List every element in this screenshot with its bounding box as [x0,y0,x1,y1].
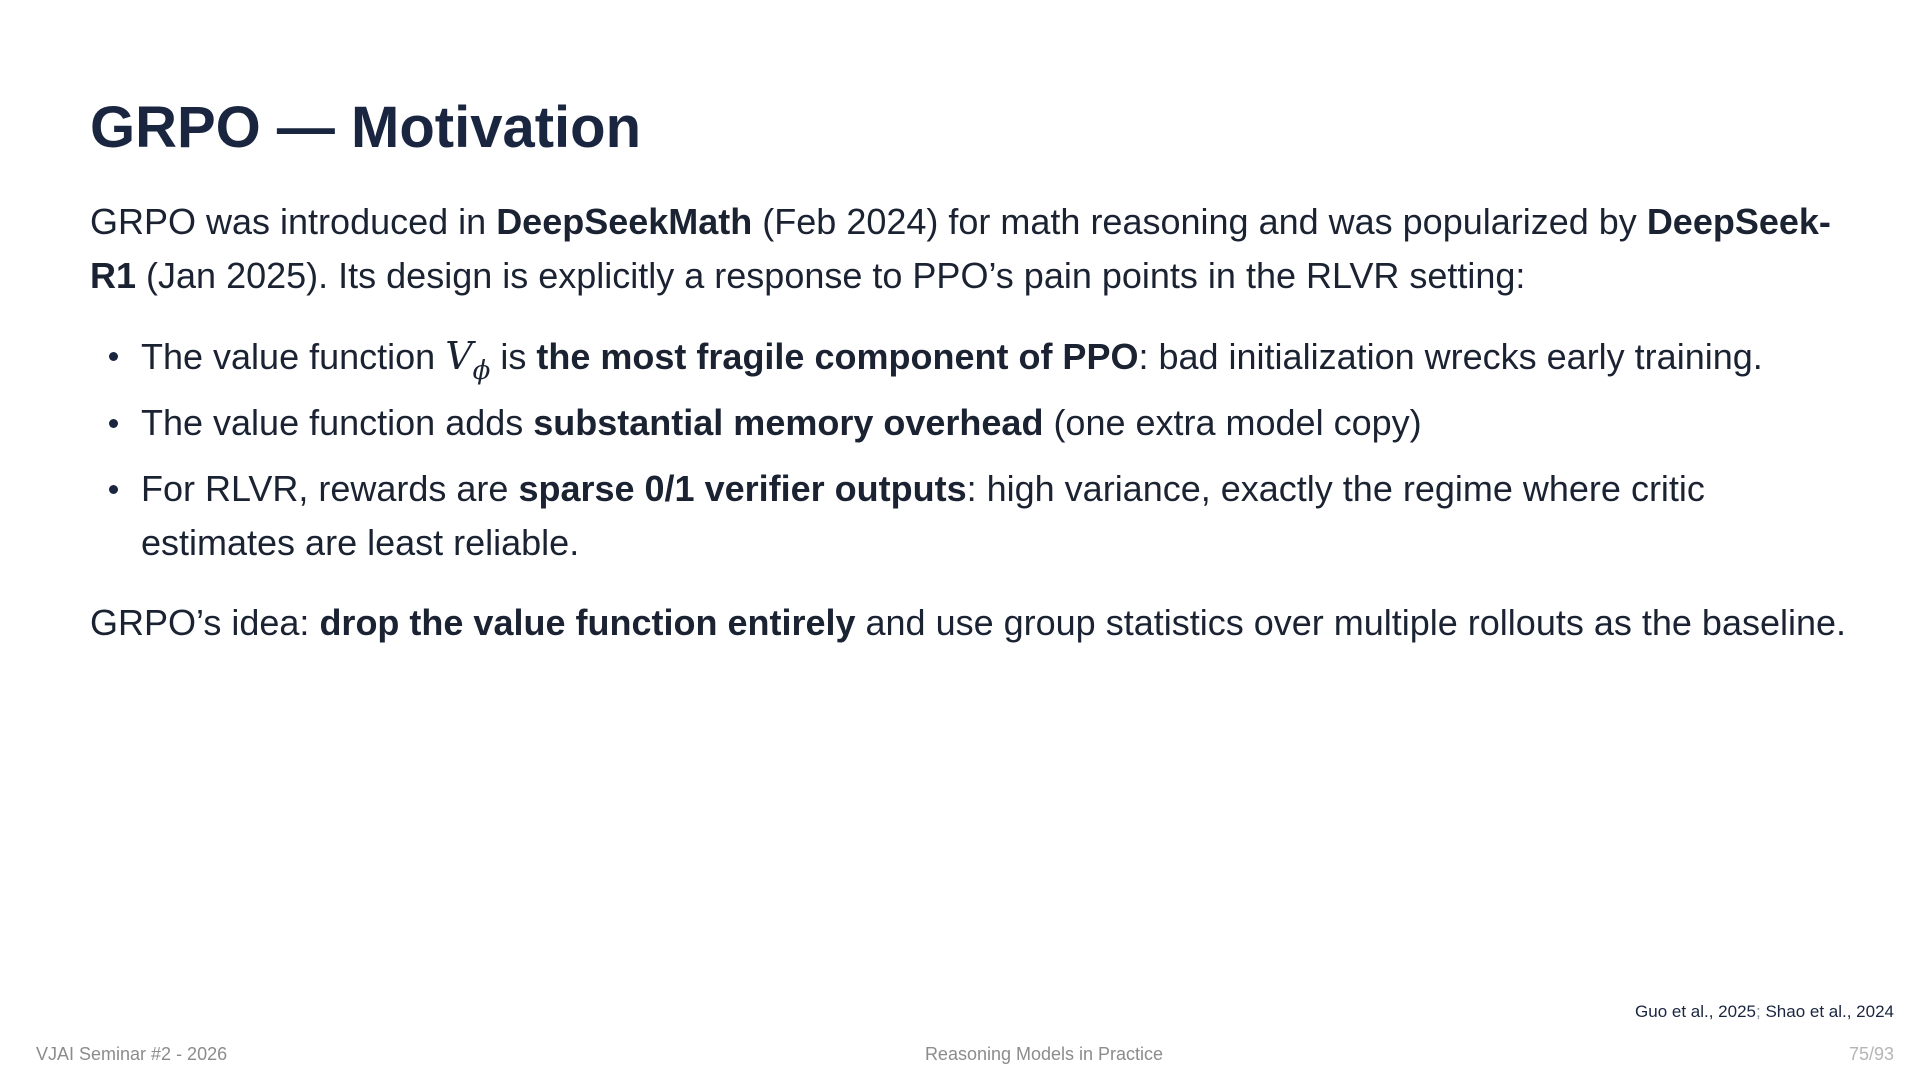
bullet-text: The value function [141,336,446,377]
footer-talk-title: Reasoning Models in Practice [924,1044,1164,1064]
list-item [90,329,1850,384]
conclusion-text: and use group statistics over multiple rollouts as the baseline. [855,602,1847,643]
intro-text: GRPO was introduced in [90,201,497,242]
conclusion-text: GRPO’s idea: [90,602,320,643]
bullet-dot-icon [109,419,118,428]
bullet-emphasis: the most fragile component of PPO [536,336,1139,377]
bullet-text: : high variance, exactly the regime where critic estimates are least reliable. [141,468,1705,563]
intro-paragraph [90,195,1850,303]
math-subscript: ϕ [472,356,491,386]
bullet-text: The value function adds [141,402,534,443]
bullet-text: For RLVR, rewards are [141,468,519,509]
intro-text: (Feb 2024) for math reasoning and was popularized by [752,201,1647,242]
bullet-dot-icon [109,485,118,494]
value-function-symbol [445,334,491,386]
bullet-dot-icon [109,352,118,361]
page-number: 75/93 [1848,1044,1894,1064]
bullet-emphasis: substantial memory overhead [533,402,1044,443]
intro-text: (Jan 2025). Its design is explicitly a response to PPO’s pain points in the RLVR setting: [136,255,1526,296]
bullet-text: : bad initialization wrecks early training. [1138,336,1763,377]
bullet-text: (one extra model copy) [1043,402,1422,443]
deepseekmath-emphasis: DeepSeekMath [496,201,753,242]
slide-title: GRPO — Motivation [90,95,641,160]
deepseek-r1-emphasis: DeepSeek-R1 [90,201,1831,296]
pain-points-list [90,329,1850,570]
bullet-emphasis: sparse 0/1 verifier outputs [518,468,967,509]
citation [1635,1002,1894,1022]
conclusion-emphasis: drop the value function entirely [319,602,856,643]
list-item [90,396,1850,450]
bullet-text: is [490,336,537,377]
citation-link[interactable]: Guo et al., 2025 [1635,1002,1756,1021]
citation-separator: ; [1756,1002,1766,1021]
math-symbol: V [445,334,473,378]
conclusion-paragraph [90,596,1850,650]
list-item [90,462,1850,570]
footer-event: VJAI Seminar #2 - 2026 [36,1044,228,1064]
slide-content [90,195,1850,650]
citation-link[interactable]: Shao et al., 2024 [1765,1002,1894,1021]
